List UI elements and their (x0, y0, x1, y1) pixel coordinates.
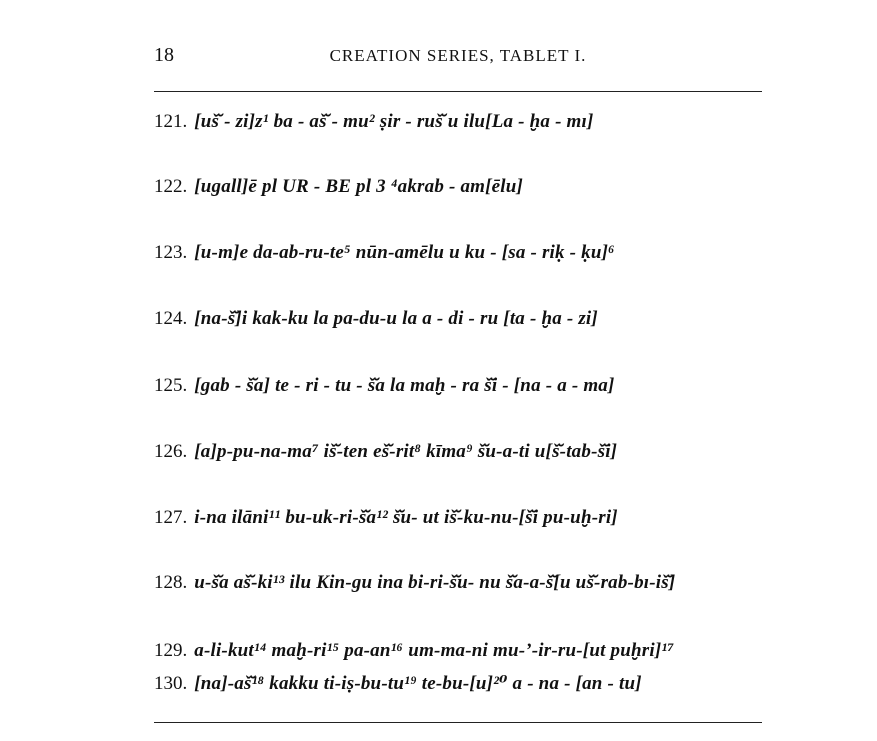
verse-line-129 (154, 640, 762, 668)
line-text: [u-m]e da-ab-ru-te⁵ nūn-amēlu u ku - [sa - riḳ - ḳu]⁶ (194, 242, 615, 263)
bottom-rule (154, 722, 762, 723)
line-number: 128. (154, 572, 188, 593)
line-text: [na-š̆]i kak-ku la pa-du-u la a - di - ru [ta - ḫa - zi] (194, 308, 598, 329)
line-text: [na]-aš̆¹⁸ kakku ti-iṣ-bu-tu¹⁹ te-bu-[u]²⁰ a - na - [an - tu] (194, 673, 642, 694)
verse-line-123 (154, 242, 762, 270)
verse-line-121 (154, 111, 762, 139)
line-number: 123. (154, 242, 188, 263)
line-number: 122. (154, 176, 188, 197)
page-header (154, 44, 762, 70)
line-number: 126. (154, 441, 188, 462)
line-text: i-na ilāni¹¹ bu-uk-ri-š̆a¹² š̆u- ut iš̆-ku-nu-[š̆i pu-uḫ-ri] (194, 507, 618, 528)
line-number: 121. (154, 111, 188, 132)
line-text: [ugall]ē pl UR - BE pl 3 ⁴akrab - am[ēlu] (194, 176, 524, 197)
line-text: [uš̆ - zi]z¹ ba - aš̆ - mu² ṣir - ruš̆ u ilu[La - ḫa - mı] (194, 111, 594, 132)
verse-line-130 (154, 672, 762, 700)
verse-line-124 (154, 308, 762, 336)
top-rule (154, 91, 762, 92)
line-text: u-š̆a aš̆-ki¹³ ilu Kin-gu ina bi-ri-š̆u- nu š̆a-a-š̆[u uš̆-rab-bı-iš̆] (194, 572, 676, 593)
line-number: 124. (154, 308, 188, 329)
page-number: 18 (154, 44, 174, 66)
verse-line-125 (154, 375, 762, 403)
line-number: 129. (154, 640, 188, 661)
line-text: [a]p-pu-na-ma⁷ iš̆-ten eš̆-rit⁸ kīma⁹ š̆u-a-ti u[š̆-tab-š̆i] (194, 441, 618, 462)
line-text: a-li-kut¹⁴ maḫ-ri¹⁵ pa-an¹⁶ um-ma-ni mu-’-ir-ru-[ut puḫri]¹⁷ (194, 640, 675, 661)
line-number: 125. (154, 375, 188, 396)
line-number: 130. (154, 673, 188, 694)
verse-line-128 (154, 572, 762, 600)
line-text: [gab - š̆a] te - ri - tu - š̆a la maḫ - ra š̆i - [na - a - ma] (194, 375, 615, 396)
verse-line-127 (154, 507, 762, 535)
line-number: 127. (154, 507, 188, 528)
verse-line-122 (154, 176, 762, 204)
running-title: CREATION SERIES, TABLET I. (329, 46, 587, 65)
verse-line-126 (154, 441, 762, 469)
